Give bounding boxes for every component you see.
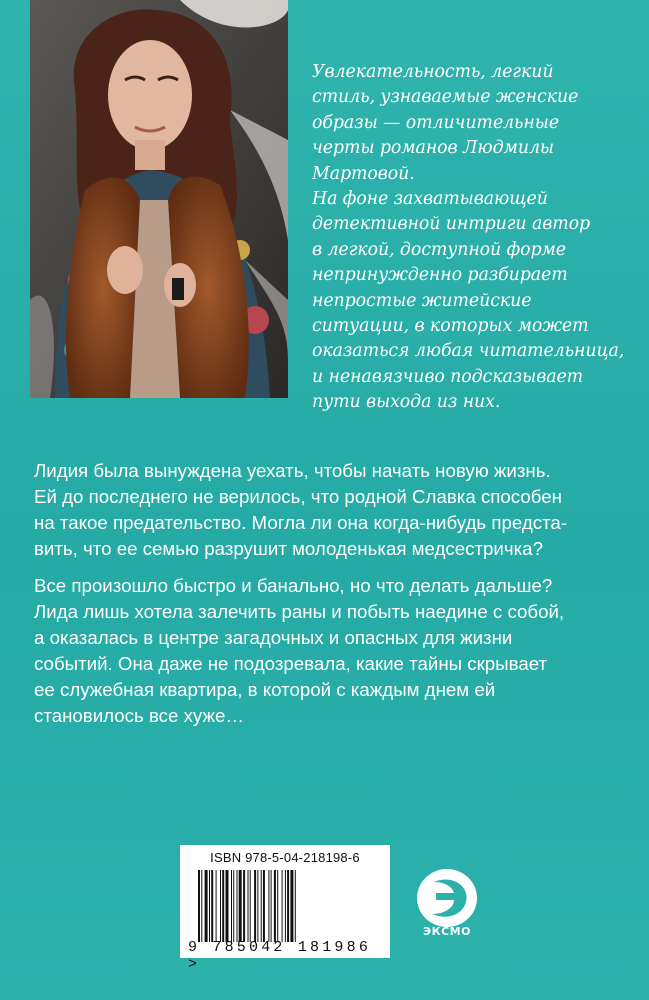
- barcode-bar: [282, 870, 283, 942]
- barcode-bar: [287, 870, 289, 942]
- barcode-bar: [250, 870, 251, 942]
- author-photo: [30, 0, 288, 398]
- annotation-line: на такое предательство. Могла ли она когда-нибудь предста-: [34, 511, 568, 533]
- ean-digits: 9 785042 181986 >: [188, 939, 372, 973]
- annotation-line: вить, что ее семью разрушит молоденькая медсестричка?: [34, 537, 543, 559]
- barcode-bar: [254, 870, 256, 942]
- barcode-bar: [290, 870, 293, 942]
- barcode-bar: [216, 870, 217, 942]
- barcode-bar: [220, 870, 221, 942]
- blurb-line: непростые житейские: [312, 290, 532, 311]
- annotation-paragraph-2: [34, 573, 624, 728]
- annotation-line: Ей до последнего не верилось, что родной Славка способен: [34, 485, 562, 507]
- blurb-line: оказаться любая читательница,: [312, 341, 625, 362]
- annotation-line: Все произошло быстро и банально, но что делать дальше?: [34, 575, 553, 596]
- barcode-bar: [271, 870, 272, 942]
- blurb-line: непринужденно разбирает: [312, 265, 568, 286]
- blurb-line: стиль, узнаваемые женские: [312, 87, 579, 108]
- barcode-bar: [198, 870, 200, 942]
- barcode-bar: [274, 870, 276, 942]
- blurb-line: Мартовой.: [312, 163, 415, 184]
- isbn-text: ISBN 978-5-04-218198-6: [210, 850, 360, 865]
- barcode-bar: [237, 870, 238, 942]
- barcode-bar: [226, 870, 229, 942]
- barcode-bar: [268, 870, 269, 942]
- barcode-bar: [261, 870, 262, 942]
- annotation-paragraph-1: [34, 458, 624, 562]
- barcode-bar: [231, 870, 232, 942]
- barcode-bar: [248, 870, 249, 942]
- annotation-line: Лидия была вынуждена уехать, чтобы начать новую жизнь.: [34, 460, 551, 481]
- blurb-line: образы — отличительные: [312, 112, 559, 133]
- barcode-bar: [233, 870, 234, 942]
- barcode-bars: [198, 870, 374, 942]
- barcode-bar: [205, 870, 208, 942]
- blurb-paragraph-2: [312, 187, 632, 416]
- barcode-bar: [263, 870, 265, 942]
- annotation-line: становилось все хуже…: [34, 704, 245, 726]
- barcode-bar: [222, 870, 224, 942]
- barcode-bar: [243, 870, 245, 942]
- blurb-line: Увлекательность, легкий: [312, 62, 554, 82]
- publisher-name: ЭКСМО: [423, 925, 471, 938]
- blurb-line: детективной интриги автор: [312, 214, 591, 235]
- barcode-bar: [257, 870, 258, 942]
- barcode-bar: [277, 870, 278, 942]
- barcode-bar: [285, 870, 286, 942]
- blurb-line: пути выхода из них.: [312, 392, 501, 413]
- barcode-bar: [209, 870, 210, 942]
- annotation-line: событий. Она даже не подозревала, какие тайны скрывает: [34, 652, 548, 674]
- barcode-label: [180, 845, 390, 973]
- blurb-line: черты романов Людмилы: [312, 138, 554, 159]
- blurb-line: и ненавязчиво подсказывает: [312, 366, 584, 387]
- barcode-bar: [201, 870, 202, 942]
- barcode-bar: [295, 870, 296, 942]
- barcode-bar: [239, 870, 242, 942]
- blurb-line: ситуации, в которых может: [312, 316, 589, 337]
- author-portrait-image: [30, 0, 288, 398]
- author-blurb: [312, 60, 632, 416]
- annotation-line: а оказалась в центре загадочных и опасных для жизни: [34, 626, 513, 648]
- barcode-bar: [211, 870, 213, 942]
- blurb-line: На фоне захватывающей: [312, 189, 548, 210]
- annotation-line: Лида лишь хотела залечить раны и побыть наедине с собой,: [34, 600, 565, 622]
- blurb-line: в легкой, доступной форме: [312, 239, 567, 260]
- annotation-line: ее служебная квартира, в которой с каждым днем ей: [34, 678, 496, 700]
- blurb-paragraph-1: [312, 60, 632, 187]
